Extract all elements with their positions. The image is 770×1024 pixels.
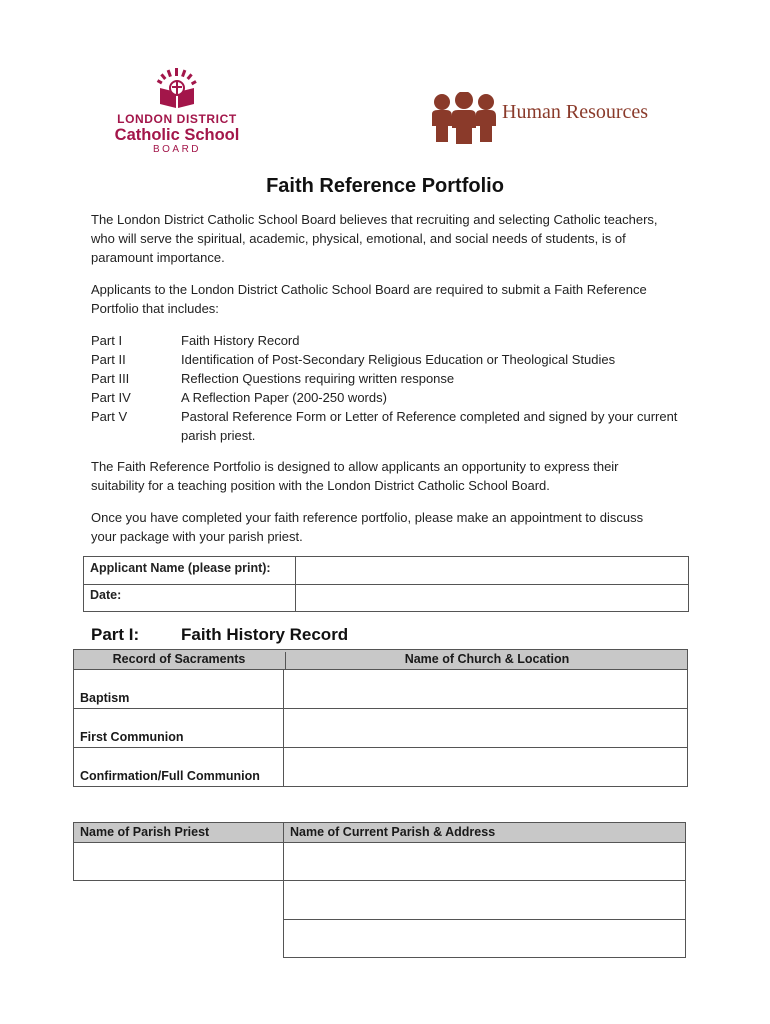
applicant-name-label: Applicant Name (please print): — [90, 561, 271, 575]
parish-address-field-2[interactable] — [283, 881, 686, 920]
applicant-name-row — [84, 557, 688, 585]
table-row — [74, 670, 687, 709]
sacrament-label-first-communion: First Communion — [80, 730, 184, 744]
parish-priest-table — [73, 822, 686, 958]
part-number: Part III — [91, 371, 130, 386]
parish-priest-name-field[interactable] — [73, 842, 284, 881]
part-description: Identification of Post-Secondary Religious Education or Theological Studies — [181, 352, 616, 367]
logo-line-3: BOARD — [152, 144, 202, 155]
parish-address-field-3[interactable] — [283, 920, 686, 958]
part-number: Part V — [91, 409, 128, 424]
table-header — [73, 822, 686, 843]
part-number: Part I — [91, 333, 123, 348]
column-header-priest: Name of Parish Priest — [80, 825, 210, 839]
sacraments-table — [73, 649, 688, 787]
confirmation-church-field[interactable] — [283, 748, 688, 786]
date-row — [84, 584, 688, 611]
section-heading-part-1 — [91, 625, 348, 645]
part-description: Faith History Record — [181, 333, 300, 348]
intro-paragraph-2: Applicants to the London District Catholic School Board are required to submit a Faith Reference Portfolio that includes: — [91, 282, 647, 316]
human-resources-logo — [430, 92, 690, 148]
parish-address-field-1[interactable] — [283, 842, 686, 881]
list-item — [91, 369, 691, 388]
part-number: Part II — [91, 352, 126, 367]
table-row — [74, 709, 687, 748]
part-description: A Reflection Paper (200-250 words) — [181, 390, 387, 405]
body-paragraph-1: The Faith Reference Portfolio is designed to allow applicants an opportunity to express their suitability for a teaching position with the London District Catholic School Board. — [91, 459, 619, 493]
logo-line-1: LONDON DISTRICT — [117, 112, 237, 126]
sacrament-label-baptism: Baptism — [80, 691, 130, 705]
school-board-logo — [104, 66, 250, 156]
body-paragraph-2: Once you have completed your faith reference portfolio, please make an appointment to discuss your package with your parish priest. — [91, 510, 644, 544]
document-title: Faith Reference Portfolio — [266, 175, 504, 197]
part-description: Reflection Questions requiring written response — [181, 371, 455, 386]
first-communion-church-field[interactable] — [283, 709, 688, 747]
human-resources-text: Human Resources — [502, 101, 649, 123]
sacrament-label-confirmation: Confirmation/Full Communion — [80, 769, 260, 783]
table-row — [74, 748, 687, 786]
column-header-sacraments: Record of Sacraments — [112, 652, 246, 666]
applicant-info-table — [83, 556, 689, 612]
list-item — [91, 388, 691, 407]
date-field[interactable] — [295, 584, 688, 611]
list-item — [91, 350, 691, 369]
school-crest-icon — [104, 66, 250, 112]
intro-paragraph-1: The London District Catholic School Board believes that recruiting and selecting Catholic teachers, who will serve the spiritual, academic, physical, emotional, and social needs of students, is of paramount importance. — [91, 212, 658, 265]
baptism-church-field[interactable] — [283, 670, 688, 708]
column-header-parish: Name of Current Parish & Address — [283, 823, 680, 842]
logo-line-2: Catholic School — [114, 126, 240, 144]
part-description: Pastoral Reference Form or Letter of Reference completed and signed by your current parish priest. — [181, 409, 678, 443]
part-number: Part IV — [91, 390, 131, 405]
people-group-icon — [430, 92, 498, 148]
list-item — [91, 331, 691, 350]
section-title: Faith History Record — [181, 625, 349, 644]
column-header-church: Name of Church & Location — [285, 652, 688, 669]
parts-list — [91, 331, 691, 445]
date-label: Date: — [90, 588, 122, 602]
table-header — [74, 650, 687, 670]
applicant-name-field[interactable] — [295, 557, 688, 584]
list-item — [91, 407, 691, 445]
section-number: Part I: — [91, 625, 140, 644]
